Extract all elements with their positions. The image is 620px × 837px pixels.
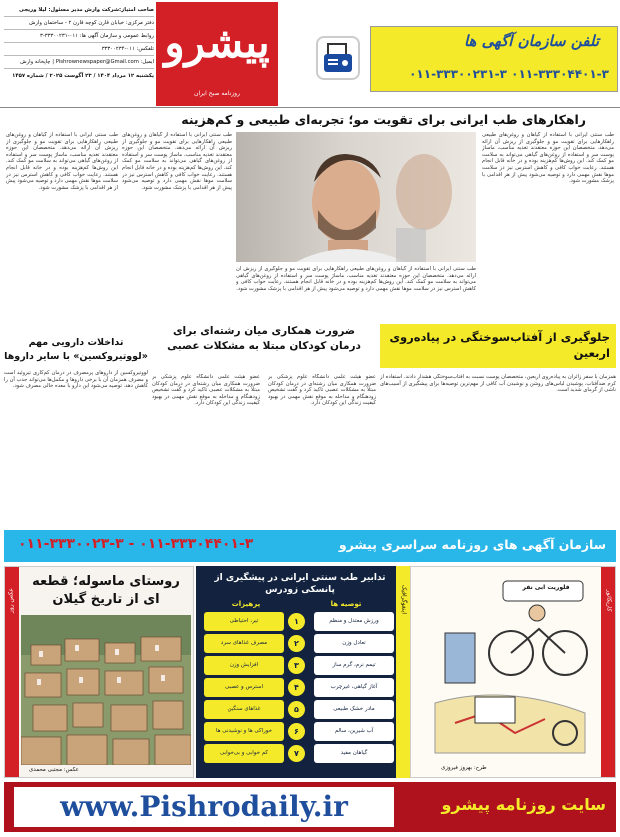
publisher-info bbox=[4, 4, 154, 104]
infographic-number: ۴ bbox=[288, 679, 305, 696]
logo-sub: روزنامه صبح ایران bbox=[194, 90, 240, 97]
cartoon-side-label: کاریکاتور bbox=[601, 567, 615, 777]
infographic-number: ۶ bbox=[288, 723, 305, 740]
infographic-col-right-label: توصیه ها bbox=[330, 600, 362, 608]
info-line: صاحب امتیاز:شرکت وارش مدیر مسئول: لیلا وریجی bbox=[4, 4, 154, 17]
logo-block bbox=[156, 2, 278, 106]
masuleh-title: روستای ماسوله؛ قطعه ای از تاریخ گیلان bbox=[32, 574, 180, 607]
masuleh-photo bbox=[21, 615, 191, 765]
masthead bbox=[0, 0, 620, 108]
cartoon-panel bbox=[410, 566, 616, 778]
child-article-body-l: عضو هیئت علمی دانشگاه علوم پزشکی بر ضرورت همکاری میان رشته‌ای در درمان کودکان مبتلا به مشکلات عصبی تاکید کرد و گفت تشخیص زودهنگام و مداخله به موقع نقش مهمی در بهبود کیفیت زندگی این کودکان دارد. bbox=[152, 374, 260, 407]
infographic-row bbox=[204, 700, 394, 719]
ads-title: تلفن سازمان آگهی ها bbox=[463, 32, 599, 50]
footer-bar bbox=[4, 782, 616, 832]
infographic-row bbox=[204, 612, 394, 631]
avoid-item: تیر، احتیاطی bbox=[204, 612, 284, 631]
main-article-photo bbox=[236, 132, 476, 262]
ads-banner bbox=[4, 530, 616, 562]
cartoon-illustration bbox=[415, 573, 599, 769]
recommendation-item: گیاهان مفید bbox=[314, 744, 394, 763]
infographic-number: ۳ bbox=[288, 657, 305, 674]
date-line: یکشنبه ۱۲ مرداد ۱۴۰۴ / ۲۳ آگوست ۲۰۲۵ / شماره ۱۴۵۷ bbox=[12, 73, 154, 79]
infographic-side-label: اینفوگرافیک bbox=[396, 566, 410, 778]
main-article-col-mid: طب سنتی ایرانی با استفاده از گیاهان و روغن‌های طبیعی راهکارهایی برای تقویت مو و جلوگیری از ریزش آن ارائه می‌دهد. متخصصان این حوزه معتقدند تغذیه مناسب، ماساژ پوست سر و استفاده از روغن‌های گیاهی می‌تواند به سلامت مو کمک کند. این روش‌ها کم‌هزینه بوده و در خانه قابل انجام هستند. رعایت خواب کافی و کاهش استرس نیز در سلامت موها نقش مهمی دارد و توصیه می‌شود پیش از هر اقدامی با پزشک مشورت شود. bbox=[236, 266, 476, 292]
masuleh-side-label: عکس روز bbox=[5, 567, 19, 777]
main-article-col-l1: طب سنتی ایرانی با استفاده از گیاهان و روغن‌های طبیعی راهکارهایی برای تقویت مو و جلوگیری از ریزش آن ارائه می‌دهد. متخصصان این حوزه معتقدند تغذیه مناسب، ماساژ پوست سر و استفاده از روغن‌های گیاهی می‌تواند به سلامت مو کمک کند. این روش‌ها کم‌هزینه بوده و در خانه قابل انجام هستند. رعایت خواب کافی و کاهش استرس نیز در سلامت موها نقش مهمی دارد و توصیه می‌شود پیش از هر اقدامی با پزشک مشورت شود. bbox=[122, 132, 232, 191]
recommendation-item: ورزش معتدل و منظم bbox=[314, 612, 394, 631]
infographic-panel bbox=[196, 566, 410, 778]
infographic-row bbox=[204, 744, 394, 763]
drug-article bbox=[4, 336, 148, 524]
masuleh-credit: عکس: مجتبی محمدی bbox=[29, 767, 79, 773]
info-line: ایمیل: Pishrownewspaper@Gmail.com | چاپخانه وارش bbox=[4, 56, 154, 69]
avoid-item: مصرف غذاهای سرد bbox=[204, 634, 284, 653]
footer-site-label: سایت روزنامه پیشرو bbox=[441, 795, 606, 814]
ads-phone-box bbox=[370, 26, 618, 92]
info-line: روابط عمومی و سازمان آگهی ها: ۰۱۱-۳۳۳۰۰۲۳۱-۳ bbox=[4, 30, 154, 43]
footer-url[interactable]: www.Pishrodaily.ir bbox=[14, 787, 394, 827]
cartoon-bubble: فلوریت ابی نفر bbox=[522, 584, 570, 591]
info-line: تلفکس: ۰۱۱-۳۳۳۰۰۲۳۴ bbox=[4, 43, 154, 56]
recommendation-item: تیمم نرم، گرم ساز bbox=[314, 656, 394, 675]
drug-article-title: تداخلات دارویی مهم «لووتیروکسین» با سایر داروها bbox=[4, 337, 148, 362]
main-article-col-l2: طب سنتی ایرانی با استفاده از گیاهان و روغن‌های طبیعی راهکارهایی برای تقویت مو و جلوگیری از ریزش آن ارائه می‌دهد. متخصصان این حوزه معتقدند تغذیه مناسب، ماساژ پوست سر و استفاده از روغن‌های گیاهی می‌تواند به سلامت مو کمک کند. این روش‌ها کم‌هزینه بوده و در خانه قابل انجام هستند. رعایت خواب کافی و کاهش استرس نیز در سلامت موها نقش مهمی دارد و توصیه می‌شود پیش از هر اقدامی با پزشک مشورت شود. bbox=[6, 132, 118, 191]
infographic-row bbox=[204, 656, 394, 675]
sunburn-title-bar bbox=[380, 324, 616, 368]
recommendation-item: مادر خشک طبیعی bbox=[314, 700, 394, 719]
sunburn-title: جلوگیری از آفتاب‌سوختگی در پیاده‌روی اربعین bbox=[389, 330, 610, 360]
infographic-number: ۱ bbox=[288, 613, 305, 630]
recommendation-item: آغاز گیاهی، غیرچرب bbox=[314, 678, 394, 697]
main-article-col-right: طب سنتی ایرانی با استفاده از گیاهان و روغن‌های طبیعی راهکارهایی برای تقویت مو و جلوگیری از ریزش آن ارائه می‌دهد. متخصصان این حوزه معتقدند تغذیه مناسب، ماساژ پوست سر و استفاده از روغن‌های گیاهی می‌تواند به سلامت مو کمک کند. این روش‌ها کم‌هزینه بوده و در خانه قابل انجام هستند. رعایت خواب کافی و کاهش استرس نیز در سلامت موها نقش مهمی دارد و توصیه می‌شود پیش از هر اقدامی با پزشک مشورت شود. bbox=[482, 132, 614, 185]
recommendation-item: آب شیرین، سالم bbox=[314, 722, 394, 741]
avoid-item: کم خوابی و بی‌خوابی bbox=[204, 744, 284, 763]
infographic-row bbox=[204, 722, 394, 741]
cartoon-credit: طرح: بهروز فیروزی bbox=[441, 765, 487, 771]
main-article-title: راهکارهای طب ایرانی برای تقویت مو؛ تجربه‌ای طبیعی و کم‌هزینه bbox=[181, 112, 586, 127]
child-article-body-r: عضو هیئت علمی دانشگاه علوم پزشکی بر ضرورت همکاری میان رشته‌ای در درمان کودکان مبتلا به مشکلات عصبی تاکید کرد و گفت تشخیص زودهنگام و مداخله به موقع نقش مهمی در بهبود کیفیت زندگی این کودکان دارد. bbox=[268, 374, 376, 407]
child-article bbox=[152, 324, 376, 524]
info-line: دفتر مرکزی: خیابان قارن کوچه قارن ۲ - ساختمان وارش bbox=[4, 17, 154, 30]
masuleh-panel bbox=[4, 566, 194, 778]
infographic-col-left-label: پرهیزات bbox=[231, 600, 261, 608]
fax-icon bbox=[316, 36, 360, 80]
avoid-item: خوراکی ها و نوشیدنی ها bbox=[204, 722, 284, 741]
ads-banner-phones: ۰۱۱-۳۳۳۰۰۲۳-۳ - ۰۱۱-۳۳۳۰۴۴۰۱-۳ bbox=[18, 536, 254, 552]
avoid-item: افزایش وزن bbox=[204, 656, 284, 675]
ads-phones: ۰۱۱-۳۳۳۰۰۲۳۱-۳ ۰۱۱-۳۳۳۰۴۴۰۱-۳ bbox=[409, 67, 609, 81]
infographic-row bbox=[204, 634, 394, 653]
drug-article-body: لووتیروکسین از داروهای پرمصرف در درمان کم‌کاری تیروئید است و مصرف همزمان آن با برخی داروها و مکمل‌ها می‌تواند جذب آن را کاهش دهد. توصیه می‌شود این دارو با معده خالی مصرف شود. bbox=[4, 370, 148, 390]
main-article bbox=[4, 112, 616, 318]
avoid-item: غذاهای سنگین bbox=[204, 700, 284, 719]
infographic-row bbox=[204, 678, 394, 697]
infographic-rows bbox=[204, 612, 394, 774]
ads-banner-title: سازمان آگهی های روزنامه سراسری پیشرو bbox=[338, 537, 606, 552]
infographic-number: ۵ bbox=[288, 701, 305, 718]
sunburn-body: همزمان با سفر زائران به پیاده‌روی اربعین، متخصصان پوست نسبت به آفتاب‌سوختگی هشدار دادند. استفاده از کرم ضدآفتاب، پوشیدن لباس‌های روشن و نوشیدن آب کافی از مهم‌ترین توصیه‌ها برای پیشگیری از آسیب‌های ناشی از گرمای شدید است. bbox=[380, 374, 616, 394]
child-article-title: ضرورت همکاری میان رشته‌ای برای درمان کودکان مبتلا به مشکلات عصبی bbox=[167, 325, 361, 352]
sunburn-article bbox=[380, 324, 616, 524]
avoid-item: استرس و عصبی bbox=[204, 678, 284, 697]
logo-text: پیشرو bbox=[164, 18, 270, 67]
infographic-number: ۷ bbox=[288, 745, 305, 762]
recommendation-item: تعادل وزن bbox=[314, 634, 394, 653]
infographic-number: ۲ bbox=[288, 635, 305, 652]
infographic-title: تدابیر طب سنتی ایرانی در پیشگیری از پانسکی زودرس bbox=[214, 573, 386, 595]
